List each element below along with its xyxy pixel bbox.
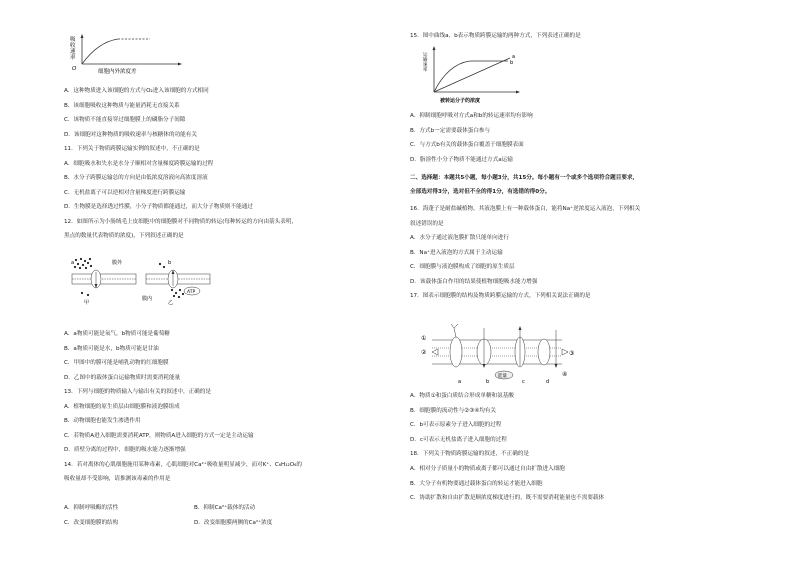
label-energy: 能量 [498, 374, 507, 379]
graph-ylabel-char: 收 [70, 43, 76, 49]
label-c: c [522, 379, 525, 385]
question-text-line: A．抑制细胞呼吸对方式a和b的转运速率均有影响 [410, 113, 533, 119]
question-text-line: B．细胞膜的流动性与②③④均有关 [410, 407, 497, 414]
question-text-line: C．与方式b有关的载体蛋白覆盖于细胞膜表面 [410, 142, 524, 148]
graph-ylabel-char: 速 [423, 63, 428, 68]
membrane-structure-figure [420, 320, 580, 386]
question-text-line: 14．若对离体的心肌细胞施用某种毒素，心肌细胞对Ca²⁺吸收量明显减少，而对K⁺、C₆H₁₂O₆的 [64, 461, 302, 468]
question-text-line: 黑点的数量代表物质的浓度)，下列叙述正确的是 [64, 233, 184, 239]
graph-ylabel-char: 运 [423, 53, 428, 58]
question-text-line: A．a物质可能是氧气，b物质可能是葡萄糖 [64, 331, 170, 337]
q14-options-row-1 [64, 505, 255, 512]
question-text-line: 16．海蓬子是耐盐碱植物，其液泡膜上有一种载体蛋白，能将Na⁺逆浓度运入液泡，下列相关 [410, 206, 641, 212]
question-text-line: B．方式b一定需要载体蛋白参与 [410, 127, 491, 134]
question-text-line: B．a物质可能是水，b物质可能是甘油 [64, 345, 159, 352]
question-text-line: 18．下列关于物质跨膜运输的叙述，不正确的是 [410, 451, 529, 458]
question-text-line: D．乙图中的载体蛋白运输物质时需要消耗能量 [64, 374, 181, 381]
graph-ylabel-char: 率 [70, 55, 76, 61]
question-text-line: B．动物细胞也能发生渗透作用 [64, 418, 141, 424]
label-outside: 膜外 [112, 260, 123, 266]
marker-3: ③ [569, 350, 575, 357]
question-text-line: 吸收量却不受影响，请推测该毒素的作用是 [64, 476, 171, 482]
question-text-line: C．若物质A进入细胞需要消耗ATP，则物质A进入细胞的方式一定是主动运输 [64, 432, 254, 439]
question-text-line: D．质壁分离的过程中，细胞的吸水能力逐渐增强 [64, 447, 186, 453]
label-d: d [546, 379, 550, 385]
graph-ylabel-char: 率 [423, 68, 428, 73]
question-text-line: D．脂溶性小分子物质不能通过方式a运输 [410, 156, 513, 163]
question-text-line: D．c可表示无机盐离子进入细胞的过程 [410, 436, 507, 443]
question-text-line: A．物质①和蛋白质结合形成单糖和氨基酸 [410, 393, 514, 399]
question-text-line: C．无机盐离子可以逆相对含量梯度进行跨膜运输 [64, 189, 186, 196]
graph-ylabel-char: 速 [70, 49, 76, 55]
label-jia: 甲 [84, 300, 90, 306]
question-text-line: D．该细胞对这种物质的吸收速率与核糖体的功能有关 [64, 131, 197, 138]
question-text-line: A．植物细胞的原生质层由细胞膜和液泡膜组成 [64, 403, 180, 410]
label-atp: ATP [187, 290, 196, 295]
q14-option-b: B．抑制Ca²⁺载体的活动 [194, 505, 256, 511]
marker-4: ④ [562, 371, 568, 378]
section-2-scoring: 全部选对得3分，选对但不全的得1分，有选错的得0分。 [410, 189, 551, 195]
curve-label-b: b [510, 60, 514, 66]
label-a: a [71, 260, 75, 266]
graph-ylabel-char: 输 [423, 58, 428, 63]
transport-rate-graph [414, 44, 524, 106]
marker-2: ② [421, 349, 427, 356]
question-text-line: B．Na⁺进入液泡的方式属于主动运输 [410, 249, 503, 256]
label-inside: 膜内 [142, 296, 153, 302]
question-text-line: C．细胞膜与液泡膜构成了细胞的原生质层 [410, 264, 515, 270]
question-text-line: 11．下列关于物质跨膜运输实例的叙述中，不正确的是 [64, 146, 200, 152]
question-text-line: D．该载体蛋白作用的结果使植物细胞吸水能力增强 [410, 278, 538, 285]
q14-option-a: A．抑制呼吸酶的活性 [64, 505, 119, 511]
question-text-line: B．该细胞吸收这种物质与能量消耗无直接关系 [64, 102, 180, 109]
question-text-line: 17．图表示细胞膜的结构及物质跨膜运输的方式，下列相关说法正确的是 [410, 293, 591, 299]
question-text-line: A．细胞吸水和失水是水分子顺相对含量梯度跨膜运输的过程 [64, 160, 214, 167]
q14-options-row-2 [64, 520, 272, 527]
question-text-line: C．该物质不能直接穿过细胞膜上的磷脂分子间隙 [64, 117, 186, 123]
question-text-line: 12．如图所示为小肠绒毛上皮细胞中的细胞膜对不同物质的转运(每种转运的方向由箭头表明， [64, 218, 298, 225]
question-text-line: B．大分子有机物要通过载体蛋白的转运才能进入细胞 [410, 480, 543, 487]
label-b: b [168, 260, 172, 266]
graph-xlabel: 细胞内外浓度差 [98, 69, 137, 75]
q14-option-d: D．改变细胞膜两侧的Ca²⁺浓度 [194, 520, 273, 526]
question-text-line: C．协助扩散和自由扩散是顺浓度梯度进行的，既不需要消耗能量也不需要载体 [410, 495, 605, 502]
section-2-heading: 二、选择题：本题共5小题，每小题3分，共15分。每小题有一个或多个选项符合题目要求， [410, 175, 639, 181]
curve-label-a: a [512, 54, 516, 60]
label-a: a [458, 379, 462, 385]
q15-stem: 15．图中曲线a、b表示物质跨膜运输的两种方式，下列表述正确的是 [410, 33, 581, 39]
cell-membrane-transport-figure [68, 256, 218, 306]
question-text-line: B．水分子跨膜运输总的方向是由低浓度溶液向高浓度溶液 [64, 175, 208, 181]
graph-origin: O [72, 66, 77, 72]
marker-1: ① [421, 335, 427, 342]
q14-option-c: C．改变细胞膜的结构 [64, 520, 119, 526]
graph-ylabel-char: 吸 [70, 37, 76, 43]
question-text-line: C．甲图中的膜可能是哺乳动物的红细胞膜 [64, 360, 169, 366]
label-b: b [486, 379, 490, 385]
question-text-line: A．水分子通过液泡膜扩散只能单向进行 [410, 235, 509, 241]
graph-xlabel: 被转运分子的浓度 [440, 98, 481, 104]
question-text-line: D．生物膜是选择透过性膜，小分子物质都能通过，而大分子物质则不能通过 [64, 204, 253, 210]
question-text-line: A．这种物质进入该细胞的方式与O₂进入该细胞的方式相同 [64, 88, 209, 94]
label-yi: 乙 [168, 300, 174, 306]
question-text-line: 13．下列与细胞的物质输入与输出有关的叙述中，正确的是 [64, 389, 211, 395]
question-text-line: C．b可表示原素分子进入细胞的过程 [410, 422, 502, 429]
question-text-line: A．相对分子质量小的物质或离子都可以通过自由扩散进入细胞 [410, 466, 565, 472]
absorption-rate-graph [68, 32, 188, 80]
question-text-line: 叙述错误的是 [410, 220, 444, 227]
